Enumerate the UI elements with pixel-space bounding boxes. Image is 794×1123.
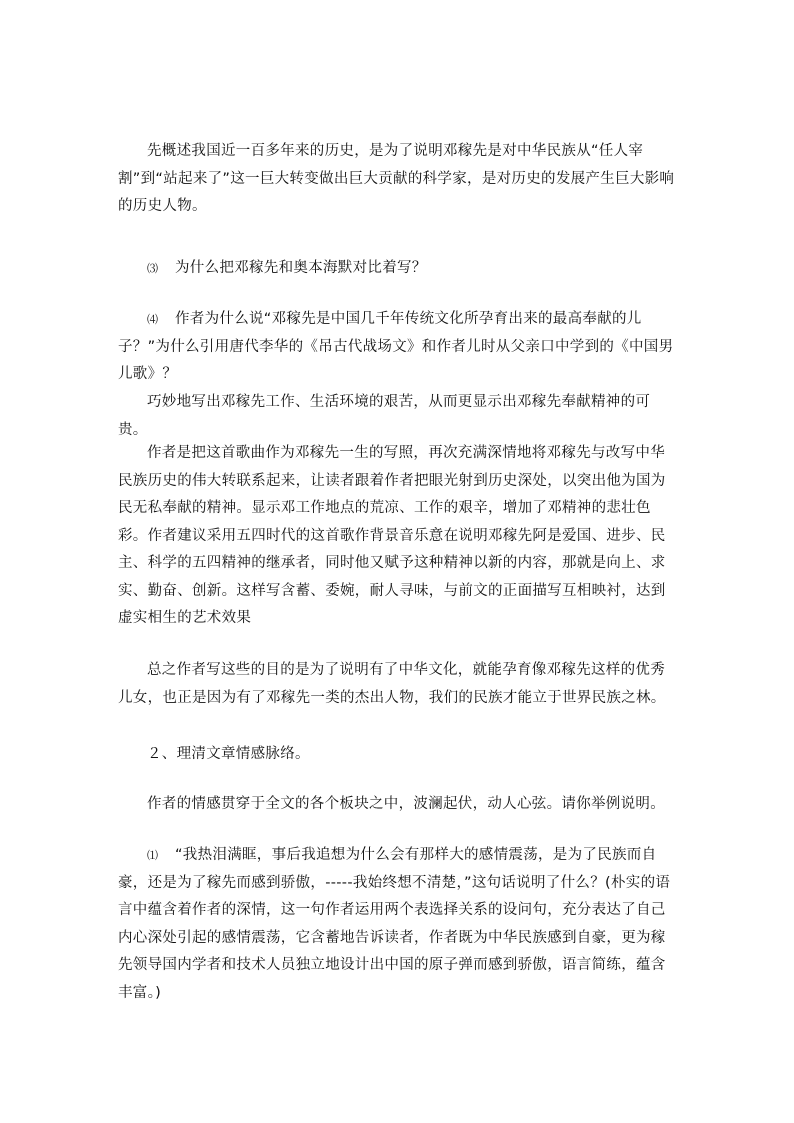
question-1 xyxy=(118,842,678,1007)
question-1-text: “我热泪满眶，事后我追想为什么会有那样大的感情震荡，是为了民族而自豪，还是为了稼先而感到骄傲，-----我始终想不清楚，”这句话说明了什么？(朴实的语言中蕴含着作者的深情，这一句作者运用两个表选择关系的设问句，充分表达了自己内心深处引起的感情震荡，它含蓄地告诉读者，作者既为中华民族感到自豪，更为稼先领导国内学者和技术人员独立地设计出中国的原子弹而感到骄傲，语言简练，蕴含丰富。) xyxy=(118,847,671,1001)
question-3-number: ⑶ xyxy=(147,262,159,275)
question-3 xyxy=(118,255,678,283)
question-4 xyxy=(118,306,678,389)
question-4-number: ⑷ xyxy=(147,313,159,326)
question-4-text: 作者为什么说“邓稼先是中国几千年传统文化所孕育出来的最高奉献的儿子？”为什么引用唐代李华的《吊古代战场文》和作者儿时从父亲口中学到的《中国男儿歌》？ xyxy=(118,311,674,382)
paragraph-emotion-prompt: 作者的情感贯穿于全文的各个板块之中，波澜起伏，动人心弦。请你举例说明。 xyxy=(147,796,665,812)
question-1-number: ⑴ xyxy=(147,849,159,862)
paragraph-song-analysis: 作者是把这首歌曲作为邓稼先一生的写照，再次充满深情地将邓稼先与改写中华民族历史的伟大转联系起来，让读者跟着作者把眼光射到历史深处，以突出他为国为民无私奉献的精神。显示邓工作地点的荒凉、工作的艰辛，增加了邓精神的悲壮色彩。作者建议采用五四时代的这首歌作背景音乐意在说明邓稼先阿是爱国、进步、民主、科学的五四精神的继承者，同时他又赋予这种精神以新的内容，那就是向上、求实、勤奋、创新。这样写含蓄、委婉，耐人寻味，与前文的正面描写互相映衬，达到虚实相生的艺术效果 xyxy=(118,445,666,626)
paragraph-history-summary: 先概述我国近一百多年来的历史，是为了说明邓稼先是对中华民族从“任人宰割”到“站起来了”这一巨大转变做出巨大贡献的科学家，是对历史的发展产生巨大影响的历史人物。 xyxy=(118,143,675,214)
paragraph-conclusion: 总之作者写这些的目的是为了说明有了中华文化，就能孕育像邓稼先这样的优秀儿女，也正是因为有了邓稼先一类的杰出人物，我们的民族才能立于世界民族之林。 xyxy=(118,662,666,706)
section-heading-emotion: ２、理清文章情感脉络。 xyxy=(147,746,310,762)
paragraph-work-environment: 巧妙地写出邓稼先工作、生活环境的艰苦，从而更显示出邓稼先奉献精神的可贵。 xyxy=(118,394,651,438)
question-3-text: 为什么把邓稼先和奥本海默对比着写？ xyxy=(175,260,427,276)
